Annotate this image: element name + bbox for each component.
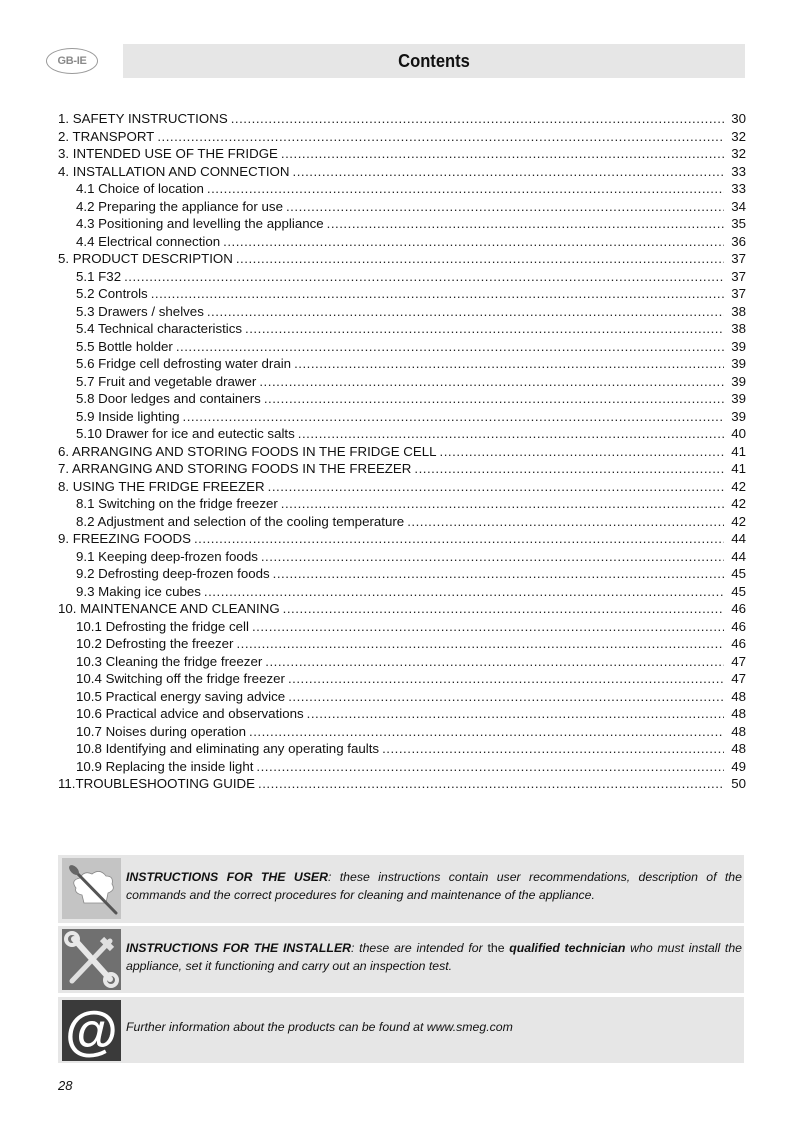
toc-entry[interactable] <box>58 723 746 741</box>
dot-leader <box>327 215 724 233</box>
toc-entry[interactable] <box>58 530 746 548</box>
toc-entry-page: 49 <box>731 758 746 774</box>
dot-leader <box>298 425 724 443</box>
toc-entry-title: 2. TRANSPORT <box>58 128 155 144</box>
table-of-contents <box>58 110 746 793</box>
toc-entry-title: 5.1 F32 <box>76 268 122 284</box>
toc-entry[interactable] <box>58 635 746 653</box>
dot-leader <box>207 180 724 198</box>
dot-leader <box>293 163 724 181</box>
dot-leader <box>281 145 724 163</box>
toc-entry-title: 10.6 Practical advice and observations <box>76 706 304 721</box>
toc-entry-page: 38 <box>731 321 746 336</box>
toc-entry-title: 9.2 Defrosting deep-frozen foods <box>76 566 270 581</box>
toc-entry-title: 4. INSTALLATION AND CONNECTION <box>58 163 290 179</box>
toc-entry[interactable] <box>58 495 746 513</box>
toc-entry-page: 48 <box>731 688 746 704</box>
toc-entry[interactable] <box>58 250 746 268</box>
wrench-screwdriver-icon <box>62 929 121 990</box>
dot-leader <box>382 740 724 758</box>
toc-entry-page: 36 <box>731 233 746 249</box>
web-info-box <box>58 997 744 1063</box>
toc-entry-title: 5.4 Technical characteristics <box>76 321 243 336</box>
dot-leader <box>440 443 724 461</box>
toc-entry-title: 5. PRODUCT DESCRIPTION <box>58 251 233 266</box>
dot-leader <box>204 583 724 601</box>
toc-entry[interactable] <box>58 355 746 373</box>
page-number: 28 <box>58 1078 73 1093</box>
toc-entry-title: 9.1 Keeping deep-frozen foods <box>76 548 258 564</box>
toc-entry[interactable] <box>58 373 746 391</box>
toc-entry-title: 9. FREEZING FOODS <box>58 531 191 546</box>
toc-entry-title: 10.5 Practical energy saving advice <box>76 688 286 704</box>
toc-entry[interactable] <box>58 233 746 251</box>
dot-leader <box>249 723 724 741</box>
toc-entry-title: 5.10 Drawer for ice and eutectic salts <box>76 426 295 441</box>
dot-leader <box>407 513 724 531</box>
toc-entry-title: 8.1 Switching on the fridge freezer <box>76 496 278 511</box>
installer-instructions-box <box>58 926 744 993</box>
toc-entry[interactable] <box>58 320 746 338</box>
toc-entry[interactable] <box>58 198 746 216</box>
toc-entry[interactable] <box>58 618 746 636</box>
dot-leader <box>151 285 724 303</box>
dot-leader <box>236 250 724 268</box>
dot-leader <box>124 268 724 286</box>
dot-leader <box>268 478 724 496</box>
dot-leader <box>157 128 724 146</box>
toc-entry-page: 41 <box>731 443 746 459</box>
toc-entry[interactable] <box>58 145 746 163</box>
toc-entry-page: 33 <box>731 181 746 196</box>
toc-entry-page: 45 <box>731 583 746 599</box>
toc-entry-title: 6. ARRANGING AND STORING FOODS IN THE FRIDGE CELL <box>58 443 437 459</box>
toc-entry-page: 30 <box>731 111 746 126</box>
toc-entry[interactable] <box>58 268 746 286</box>
toc-entry-title: 1. SAFETY INSTRUCTIONS <box>58 111 228 126</box>
toc-entry-page: 32 <box>731 128 746 144</box>
toc-entry[interactable] <box>58 303 746 321</box>
toc-entry[interactable] <box>58 548 746 566</box>
toc-entry-page: 39 <box>731 391 746 406</box>
toc-entry[interactable] <box>58 688 746 706</box>
toc-entry-page: 44 <box>731 531 746 546</box>
dot-leader <box>281 495 724 513</box>
toc-entry-page: 50 <box>731 776 746 791</box>
toc-entry-page: 46 <box>731 601 746 616</box>
toc-entry-title: 10.8 Identifying and eliminating any operating faults <box>76 741 380 756</box>
toc-entry-page: 42 <box>731 496 746 511</box>
dot-leader <box>245 320 724 338</box>
toc-entry-title: 7. ARRANGING AND STORING FOODS IN THE FREEZER <box>58 461 412 476</box>
page-title: Contents <box>398 50 470 71</box>
dot-leader <box>273 565 724 583</box>
toc-entry-title: 4.3 Positioning and levelling the appliance <box>76 216 324 231</box>
user-instructions-box <box>58 855 744 923</box>
toc-entry-page: 34 <box>731 198 746 214</box>
toc-entry-page: 37 <box>731 251 746 266</box>
toc-entry-title: 5.6 Fridge cell defrosting water drain <box>76 356 292 371</box>
toc-entry[interactable] <box>58 513 746 531</box>
toc-entry-title: 10.9 Replacing the inside light <box>76 758 254 774</box>
toc-entry-page: 32 <box>731 146 746 161</box>
user-instructions-text: INSTRUCTIONS FOR THE USER: these instructions contain user recommendations, description of the commands and the correct procedures for cleaning and maintenance of the appliance. <box>126 870 742 902</box>
toc-entry-page: 35 <box>731 216 746 231</box>
toc-entry-page: 47 <box>731 671 746 686</box>
toc-entry[interactable] <box>58 215 746 233</box>
dot-leader <box>288 688 724 706</box>
toc-entry[interactable] <box>58 443 746 461</box>
toc-entry-page: 47 <box>731 653 746 669</box>
toc-entry[interactable] <box>58 670 746 688</box>
toc-entry-page: 40 <box>731 426 746 441</box>
dot-leader <box>207 303 724 321</box>
toc-entry[interactable] <box>58 775 746 793</box>
toc-entry-title: 8.2 Adjustment and selection of the cooling temperature <box>76 513 405 529</box>
toc-entry-title: 10.1 Defrosting the fridge cell <box>76 618 249 634</box>
toc-entry-page: 48 <box>731 723 746 739</box>
toc-entry-title: 5.3 Drawers / shelves <box>76 303 204 319</box>
dot-leader <box>265 653 724 671</box>
dot-leader <box>223 233 724 251</box>
dot-leader <box>283 600 724 618</box>
at-sign-icon: @ <box>62 1000 121 1061</box>
toc-entry-title: 10. MAINTENANCE AND CLEANING <box>58 601 280 616</box>
toc-entry[interactable] <box>58 478 746 496</box>
toc-entry-title: 5.2 Controls <box>76 286 148 301</box>
dot-leader <box>236 635 724 653</box>
dot-leader <box>231 110 724 128</box>
toc-entry-page: 38 <box>731 303 746 319</box>
toc-entry-page: 39 <box>731 373 746 389</box>
dot-leader <box>258 775 724 793</box>
toc-entry-page: 42 <box>731 513 746 529</box>
dot-leader <box>286 198 724 216</box>
toc-entry[interactable] <box>58 338 746 356</box>
installer-instructions-text: INSTRUCTIONS FOR THE INSTALLER: these are intended for the qualified technician who must install the appliance, set it functioning and carry out an inspection test. <box>126 941 743 973</box>
toc-entry[interactable] <box>58 425 746 443</box>
toc-entry-page: 39 <box>731 408 746 424</box>
toc-entry[interactable] <box>58 653 746 671</box>
toc-entry-page: 41 <box>731 461 746 476</box>
dot-leader <box>264 390 724 408</box>
dot-leader <box>261 548 724 566</box>
dot-leader <box>294 355 724 373</box>
dot-leader <box>252 618 724 636</box>
toc-entry-page: 45 <box>731 566 746 581</box>
dot-leader <box>183 408 725 426</box>
toc-entry-title: 5.8 Door ledges and containers <box>76 391 261 406</box>
toc-entry-title: 5.5 Bottle holder <box>76 338 173 354</box>
toc-entry-title: 10.7 Noises during operation <box>76 723 247 739</box>
toc-entry-title: 10.2 Defrosting the freezer <box>76 636 234 651</box>
toc-entry-title: 4.2 Preparing the appliance for use <box>76 198 283 214</box>
dot-leader <box>176 338 724 356</box>
page-title-bar <box>123 44 745 78</box>
toc-entry-title: 4.1 Choice of location <box>76 181 204 196</box>
toc-entry-page: 37 <box>731 286 746 301</box>
dot-leader <box>259 373 724 391</box>
toc-entry[interactable] <box>58 285 746 303</box>
toc-entry-page: 46 <box>731 618 746 634</box>
toc-entry-title: 4.4 Electrical connection <box>76 233 221 249</box>
web-info-text: Further information about the products can be found at www.smeg.com <box>126 1020 513 1034</box>
toc-entry-page: 37 <box>731 268 746 284</box>
toc-entry-title: 3. INTENDED USE OF THE FRIDGE <box>58 146 278 161</box>
toc-entry[interactable] <box>58 390 746 408</box>
toc-entry[interactable] <box>58 758 746 776</box>
toc-entry-page: 39 <box>731 338 746 354</box>
dot-leader <box>256 758 724 776</box>
toc-entry-page: 48 <box>731 741 746 756</box>
dot-leader <box>194 530 724 548</box>
toc-entry-page: 42 <box>731 478 746 494</box>
toc-entry[interactable] <box>58 600 746 618</box>
chef-spoon-icon <box>62 858 121 919</box>
dot-leader <box>414 460 724 478</box>
toc-entry[interactable] <box>58 408 746 426</box>
toc-entry[interactable] <box>58 740 746 758</box>
toc-entry-title: 5.7 Fruit and vegetable drawer <box>76 373 257 389</box>
toc-entry-title: 9.3 Making ice cubes <box>76 583 201 599</box>
toc-entry[interactable] <box>58 460 746 478</box>
language-badge: GB-IE <box>46 48 98 74</box>
toc-entry[interactable] <box>58 705 746 723</box>
toc-entry-page: 44 <box>731 548 746 564</box>
toc-entry-title: 11.TROUBLESHOOTING GUIDE <box>58 776 256 791</box>
toc-entry-title: 8. USING THE FRIDGE FREEZER <box>58 478 265 494</box>
toc-entry[interactable] <box>58 110 746 128</box>
dot-leader <box>288 670 724 688</box>
toc-entry-page: 46 <box>731 636 746 651</box>
toc-entry[interactable] <box>58 565 746 583</box>
toc-entry[interactable] <box>58 180 746 198</box>
toc-entry-title: 10.4 Switching off the fridge freezer <box>76 671 285 686</box>
toc-entry-page: 33 <box>731 163 746 179</box>
toc-entry-title: 5.9 Inside lighting <box>76 408 180 424</box>
toc-entry[interactable] <box>58 128 746 146</box>
toc-entry-page: 39 <box>731 356 746 371</box>
dot-leader <box>307 705 724 723</box>
toc-entry[interactable] <box>58 583 746 601</box>
toc-entry-title: 10.3 Cleaning the fridge freezer <box>76 653 263 669</box>
toc-entry[interactable] <box>58 163 746 181</box>
toc-entry-page: 48 <box>731 706 746 721</box>
